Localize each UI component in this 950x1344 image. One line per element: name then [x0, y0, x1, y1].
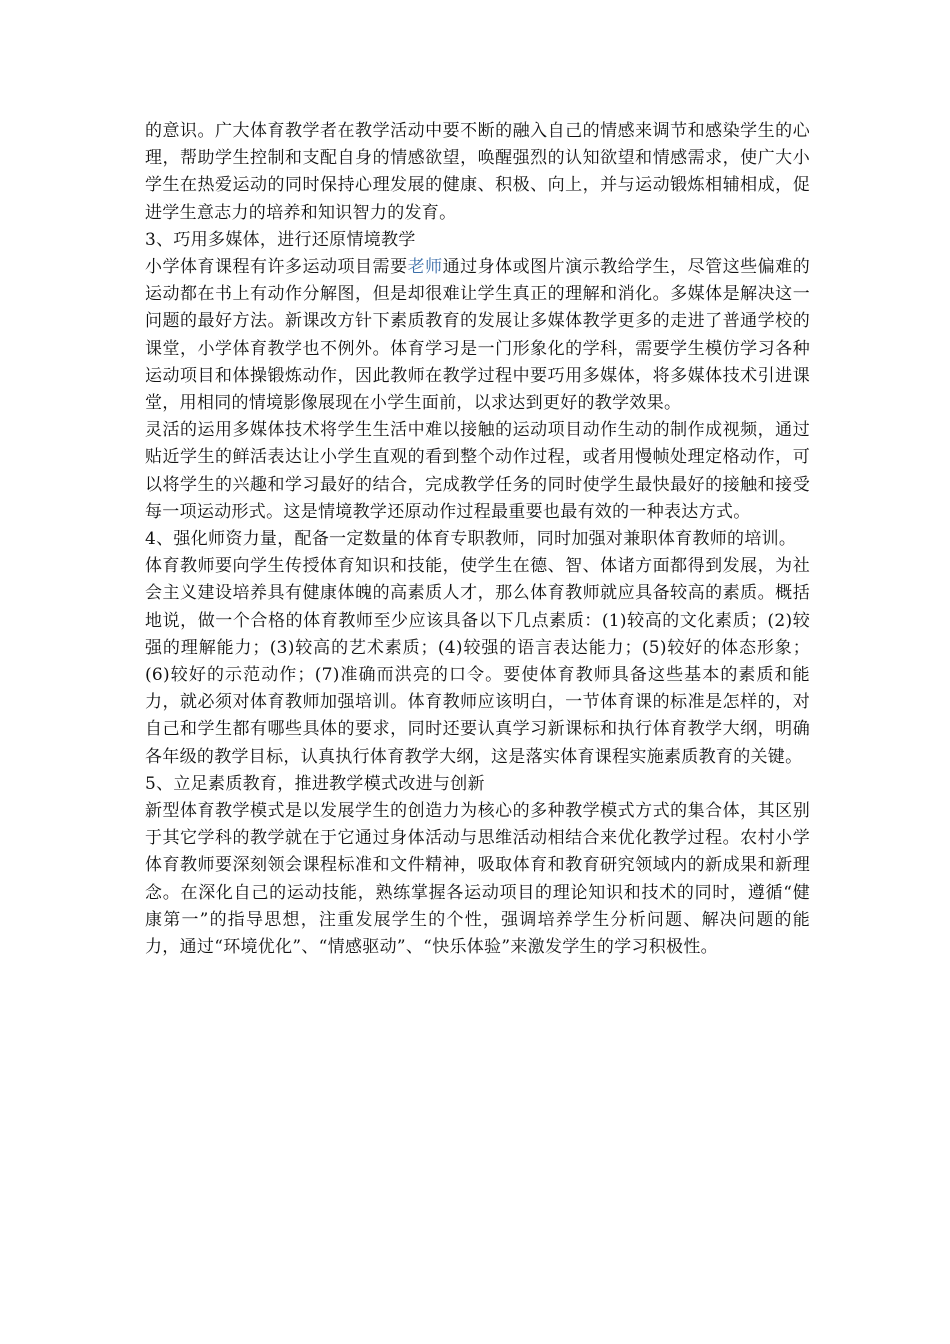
paragraph-emotional-education: 的意识。广大体育教学者在教学活动中要不断的融入自己的情感来调节和感染学生的心理，帮助学生控制和支配自身的情感欲望，唤醒强烈的认知欲望和情感需求，使广大小学生在热爱运动的同时保持心理发展的健康、积极、向上，并与运动锻炼相辅相成，促进学生意志力的培养和知识智力的发育。 [145, 121, 810, 223]
paragraph-text-before-link: 小学体育课程有许多运动项目需要 [145, 257, 408, 278]
document-body [145, 118, 810, 961]
teacher-link[interactable]: 老师 [407, 257, 443, 278]
paragraph-multimedia-video: 灵活的运用多媒体技术将学生生活中难以接触的运动项目动作生动的制作成视频，通过贴近学生的鲜活表达让小学生直观的看到整个动作过程，或者用慢帧处理定格动作，可以将学生的兴趣和学习最好的结合，完成教学任务的同时使学生最快最好的接触和接受每一项运动形式。这是情境教学还原动作过程最重要也最有效的一种表达方式。 [145, 420, 810, 522]
heading-section-5: 5、立足素质教育，推进教学模式改进与创新 [145, 773, 485, 794]
paragraph-multimedia-intro [145, 254, 810, 417]
paragraph-text-after-link: 通过身体或图片演示教给学生，尽管这些偏难的运动都在书上有动作分解图，但是却很难让学生真正的理解和消化。多媒体是解决这一问题的最好方法。新课改方针下素质教育的发展让多媒体教学更多的走进了普通学校的课堂，小学体育教学也不例外。体育学习是一门形象化的学科，需要学生模仿学习各种运动项目和体操锻炼动作，因此教师在教学过程中要巧用多媒体，将多媒体技术引进课堂，用相同的情境影像展现在小学生面前，以求达到更好的教学效果。 [145, 257, 810, 414]
paragraph-teacher-qualities: 体育教师要向学生传授体育知识和技能，使学生在德、智、体诸方面都得到发展，为社会主义建设培养具有健康体魄的高素质人才，那么体育教师就应具备较高的素质。概括地说，做一个合格的体育教师至少应该具备以下几点素质：(1)较高的文化素质；(2)较强的理解能力；(3)较高的艺术素质；(4)较强的语言表达能力；(5)较好的体态形象；(6)较好的示范动作；(7)准确而洪亮的口令。要使体育教师具备这些基本的素质和能力，就必须对体育教师加强培训。体育教师应该明白，一节体育课的标准是怎样的，对自己和学生都有哪些具体的要求，同时还要认真学习新课标和执行体育教学大纲，明确各年级的教学目标，认真执行体育教学大纲，这是落实体育课程实施素质教育的关键。 [145, 556, 810, 767]
paragraph-teaching-model: 新型体育教学模式是以发展学生的创造力为核心的多种教学模式方式的集合体，其区别于其它学科的教学就在于它通过身体活动与思维活动相结合来优化教学过程。农村小学体育教师要深刻领会课程标准和文件精神，吸取体育和教育研究领域内的新成果和新理念。在深化自己的运动技能，熟练掌握各运动项目的理论知识和技术的同时，遵循“健康第一”的指导思想，注重发展学生的个性，强调培养学生分析问题、解决问题的能力，通过“环境优化”、“情感驱动”、“快乐体验”来激发学生的学习积极性。 [145, 801, 810, 958]
heading-section-3: 3、巧用多媒体，进行还原情境教学 [145, 229, 416, 250]
heading-section-4: 4、强化师资力量，配备一定数量的体育专职教师，同时加强对兼职体育教师的培训。 [145, 529, 797, 550]
